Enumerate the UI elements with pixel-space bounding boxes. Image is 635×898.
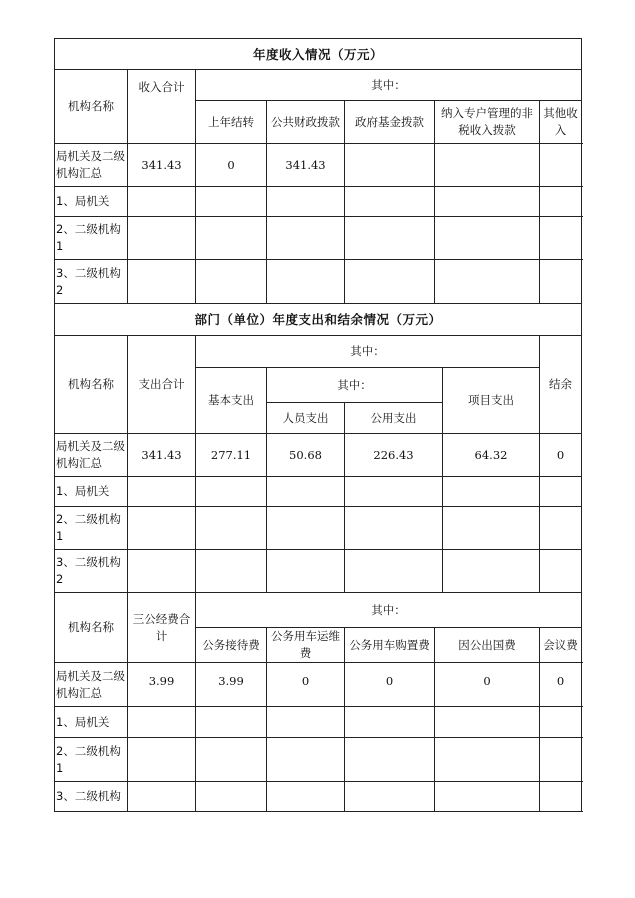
cell-value: [128, 782, 196, 812]
cell-value: [128, 217, 196, 260]
cell-value: 3.99: [128, 663, 196, 707]
cell-value: [443, 550, 540, 593]
row-name: 1、局机关: [55, 477, 128, 507]
three-public-header-vehicle-buy: 公务用车购置费: [345, 628, 435, 663]
table-row: [55, 260, 582, 304]
cell-value: [196, 707, 267, 738]
row-name: 局机关及二级机构汇总: [55, 434, 128, 477]
cell-value: 341.43: [267, 144, 345, 187]
cell-value: [128, 187, 196, 217]
cell-value: [540, 187, 582, 217]
cell-value: 226.43: [345, 434, 443, 477]
cell-value: [267, 738, 345, 782]
cell-value: [345, 550, 443, 593]
table-row: [55, 477, 582, 507]
expense-header-total: 支出合计: [128, 336, 196, 434]
cell-value: [345, 507, 443, 550]
table-row: [55, 144, 582, 187]
row-name: 2、二级机构1: [55, 507, 128, 550]
cell-value: [443, 477, 540, 507]
cell-value: [435, 707, 540, 738]
expense-header-basic: 基本支出: [196, 368, 267, 434]
cell-value: [345, 738, 435, 782]
income-header-other: 其他收入: [540, 101, 582, 144]
cell-value: [345, 707, 435, 738]
row-name: 3、二级机构2: [55, 260, 128, 304]
cell-value: [435, 738, 540, 782]
cell-value: [540, 707, 582, 738]
table-row: [55, 187, 582, 217]
cell-value: [345, 782, 435, 812]
expense-header-personnel: 人员支出: [267, 403, 345, 434]
row-name: 1、局机关: [55, 707, 128, 738]
cell-value: 341.43: [128, 434, 196, 477]
cell-value: [196, 260, 267, 304]
cell-value: 3.99: [196, 663, 267, 707]
table-row: [55, 707, 582, 738]
cell-value: [128, 738, 196, 782]
three-public-header-reception: 公务接待费: [196, 628, 267, 663]
cell-value: [267, 782, 345, 812]
expense-title: 部门（单位）年度支出和结余情况（万元）: [55, 304, 582, 336]
row-name: 局机关及二级机构汇总: [55, 663, 128, 707]
income-header-gov-fund: 政府基金拨款: [345, 101, 435, 144]
cell-value: [196, 507, 267, 550]
cell-value: [540, 477, 582, 507]
income-header-prev-year: 上年结转: [196, 101, 267, 144]
table-row: [55, 782, 582, 812]
expense-header-balance: 结余: [540, 336, 582, 434]
income-header-fiscal: 公共财政拨款: [267, 101, 345, 144]
cell-value: [267, 187, 345, 217]
cell-value: [128, 707, 196, 738]
expense-header-project: 项目支出: [443, 368, 540, 434]
cell-value: [196, 187, 267, 217]
cell-value: 0: [345, 663, 435, 707]
cell-value: [345, 187, 435, 217]
cell-value: [267, 507, 345, 550]
cell-value: [267, 217, 345, 260]
cell-value: [540, 550, 582, 593]
cell-value: [435, 187, 540, 217]
cell-value: [128, 477, 196, 507]
cell-value: [443, 507, 540, 550]
table-row: [55, 434, 582, 477]
cell-value: [196, 217, 267, 260]
cell-value: 341.43: [128, 144, 196, 187]
table-row: [55, 738, 582, 782]
three-public-header-abroad: 因公出国费: [435, 628, 540, 663]
income-header-of-which: 其中：: [196, 70, 582, 101]
three-public-header-org-name: 机构名称: [55, 593, 128, 663]
row-name: 局机关及二级机构汇总: [55, 144, 128, 187]
table-row: [55, 550, 582, 593]
cell-value: [345, 144, 435, 187]
row-name: 1、局机关: [55, 187, 128, 217]
cell-value: 50.68: [267, 434, 345, 477]
cell-value: 0: [196, 144, 267, 187]
table-row: [55, 663, 582, 707]
cell-value: [196, 477, 267, 507]
income-header-nontax: 纳入专户管理的非税收入拨款: [435, 101, 540, 144]
three-public-header-vehicle-run: 公务用车运维费: [267, 628, 345, 663]
cell-value: [345, 217, 435, 260]
cell-value: [540, 260, 582, 304]
cell-value: 0: [267, 663, 345, 707]
cell-value: 0: [435, 663, 540, 707]
row-name: 3、二级机构: [55, 782, 128, 812]
income-header-total: 收入合计: [128, 70, 196, 144]
row-name: 3、二级机构2: [55, 550, 128, 593]
cell-value: [345, 260, 435, 304]
cell-value: [196, 550, 267, 593]
cell-value: [128, 260, 196, 304]
cell-value: [196, 738, 267, 782]
cell-value: [540, 144, 582, 187]
three-public-header-meeting: 会议费: [540, 628, 582, 663]
cell-value: [267, 477, 345, 507]
cell-value: [435, 782, 540, 812]
cell-value: 0: [540, 663, 582, 707]
cell-value: [267, 550, 345, 593]
table-row: [55, 507, 582, 550]
income-header-org-name: 机构名称: [55, 70, 128, 144]
cell-value: 64.32: [443, 434, 540, 477]
cell-value: 0: [540, 434, 582, 477]
cell-value: [540, 217, 582, 260]
cell-value: [267, 707, 345, 738]
three-public-header-of-which: 其中：: [196, 593, 582, 628]
cell-value: [540, 782, 582, 812]
row-name: 2、二级机构1: [55, 738, 128, 782]
cell-value: [540, 507, 582, 550]
cell-value: [128, 507, 196, 550]
cell-value: [345, 477, 443, 507]
cell-value: [435, 260, 540, 304]
cell-value: [128, 550, 196, 593]
cell-value: [435, 144, 540, 187]
row-name: 2、二级机构1: [55, 217, 128, 260]
budget-table-wrapper: [54, 38, 581, 812]
expense-header-public: 公用支出: [345, 403, 443, 434]
budget-table: [54, 38, 582, 812]
three-public-header-total: 三公经费合计: [128, 593, 196, 663]
cell-value: [435, 217, 540, 260]
cell-value: [196, 782, 267, 812]
cell-value: [540, 738, 582, 782]
table-row: [55, 217, 582, 260]
income-title: 年度收入情况（万元）: [55, 39, 582, 70]
cell-value: 277.11: [196, 434, 267, 477]
cell-value: [267, 260, 345, 304]
expense-header-org-name: 机构名称: [55, 336, 128, 434]
expense-header-of-which: 其中：: [196, 336, 540, 368]
expense-header-of-which-inner: 其中：: [267, 368, 443, 403]
